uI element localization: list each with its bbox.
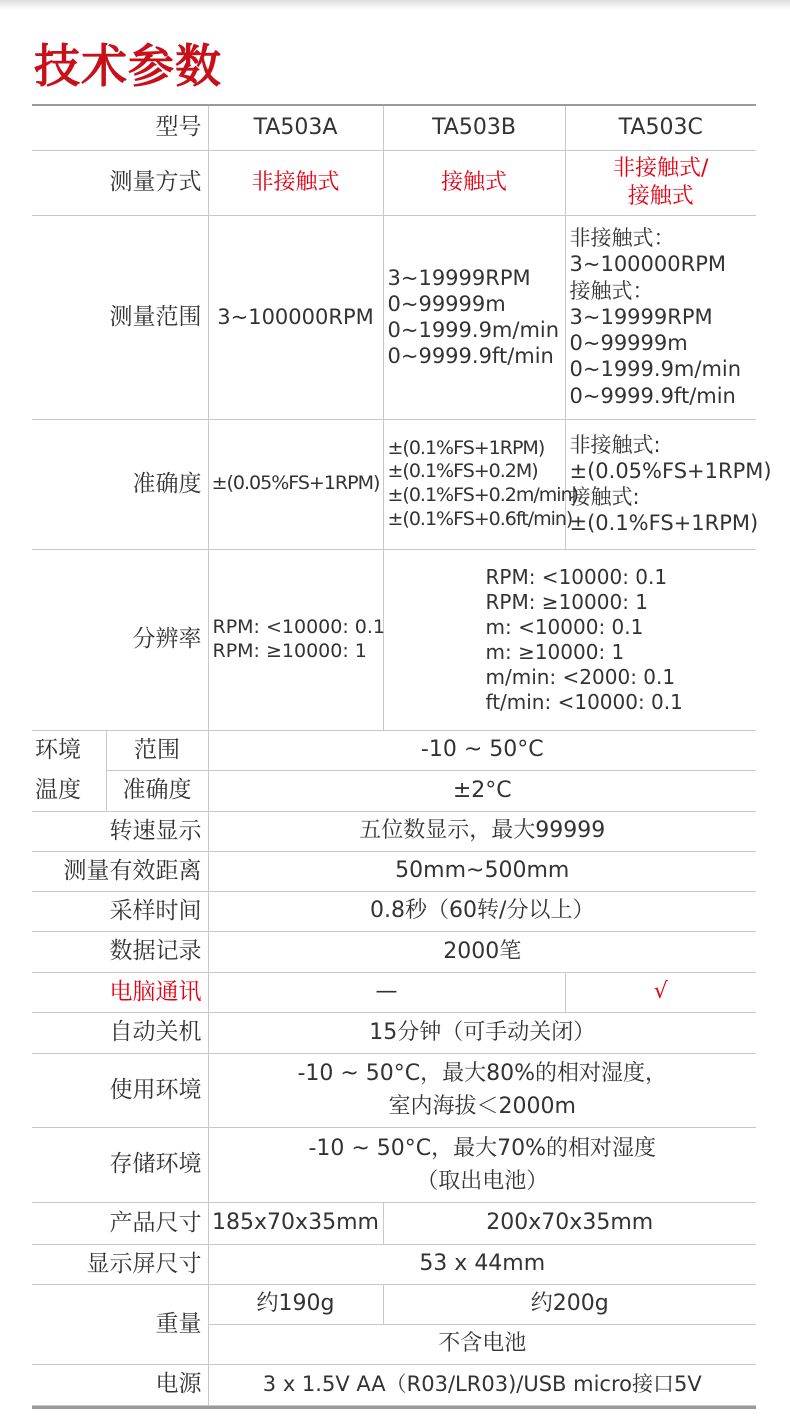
row-sampling [32,891,756,931]
row-power [32,1364,756,1405]
method-label: 测量方式 [32,150,208,215]
env-group-top: 环境 [32,730,106,770]
speed-display-value: 五位数显示，最大99999 [208,811,756,851]
model-c: TA503C [565,106,756,150]
weight-a: 约190g [208,1284,383,1324]
accuracy-b-line: ±(0.1%FS+0.6ft/min) [387,507,573,530]
weight-note: 不含电池 [208,1324,756,1364]
range-b-line: 0~1999.9m/min [387,318,560,342]
storage-env-line: （取出电池） [416,1168,549,1194]
range-a: 3~100000RPM [208,215,383,419]
row-auto-off [32,1012,756,1053]
storage-env-line: -10 ~ 50°C，最大70%的相对湿度 [308,1135,657,1161]
range-c-line: 接触式： [569,278,654,303]
range-label: 测量范围 [32,215,208,419]
resolution-a [208,549,386,730]
weight-bc: 约200g [383,1284,756,1324]
use-env-line: -10 ~ 50°C，最大80%的相对湿度， [297,1061,668,1086]
distance-value: 50mm~500mm [208,851,756,891]
spec-table [32,106,772,1406]
resolution-bc-line: m/min: <2000: 0.1 [485,664,676,689]
range-c-line: 3~19999RPM [569,304,713,329]
row-screen [32,1244,756,1284]
power-label: 电源 [32,1364,208,1405]
env-range-value: -10 ~ 50°C [208,730,756,770]
accuracy-c-line: 接触式: [569,485,640,509]
top-shadow [0,0,790,10]
env-accuracy-value: ±2°C [208,770,756,811]
model-a: TA503A [208,106,383,150]
range-b-line: 3~19999RPM [387,265,531,290]
range-b-line: 0~9999.9ft/min [387,344,554,369]
resolution-bc-line: m: <10000: 0.1 [485,614,644,639]
power-value: 3 x 1.5V AA（R03/LR03)/USB micro接口5V [208,1364,756,1405]
resolution-a-line: RPM: <10000: 0.1 [212,615,386,638]
row-resolution [32,549,756,730]
resolution-bc-line: ft/min: <10000: 0.1 [485,689,683,714]
accuracy-b-line: ±(0.1%FS+0.2m/min) [387,484,579,506]
sampling-label: 采样时间 [32,891,208,931]
accuracy-label: 准确度 [32,419,208,549]
auto-off-label: 自动关机 [32,1012,208,1053]
row-range [32,215,756,419]
pc-comm-ab: — [208,972,565,1012]
range-c-line: 3~100000RPM [569,252,726,277]
storage-env-label: 存储环境 [32,1127,208,1202]
method-a: 非接触式 [208,150,383,215]
screen-value: 53 x 44mm [208,1244,756,1284]
env-accuracy-label: 准确度 [106,770,208,811]
auto-off-value: 15分钟（可手动关闭） [208,1012,756,1053]
speed-display-label: 转速显示 [32,811,208,851]
row-model [32,106,756,150]
method-c-line: 接触式 [627,183,694,209]
resolution-bc [383,549,756,730]
accuracy-c-line: 非接触式: [569,432,661,457]
size-label: 产品尺寸 [32,1202,208,1244]
records-label: 数据记录 [32,931,208,972]
resolution-bc-line: m: ≥10000: 1 [485,639,625,664]
row-records [32,931,756,972]
range-c-line: 0~1999.9m/min [569,357,742,382]
accuracy-a: ±(0.05%FS+1RPM) [208,419,383,549]
distance-label: 测量有效距离 [32,851,208,891]
size-bc: 200x70x35mm [383,1202,756,1244]
row-env-range [32,730,756,770]
use-env-label: 使用环境 [32,1053,208,1127]
row-weight [32,1284,756,1324]
accuracy-c-line: ±(0.1%FS+1RPM) [569,511,759,536]
range-b [383,215,565,419]
row-pc-comm [32,972,756,1012]
row-use-env [32,1053,756,1127]
env-range-label: 范围 [106,730,208,770]
accuracy-b-line: ±(0.1%FS+1RPM) [387,436,545,459]
resolution-label: 分辨率 [32,549,208,730]
row-speed-display [32,811,756,851]
range-c [565,215,756,419]
row-env-accuracy [32,770,756,811]
row-distance [32,851,756,891]
weight-label: 重量 [32,1284,208,1364]
accuracy-c-line: ±(0.05%FS+1RPM) [569,458,772,483]
range-c-line: 0~9999.9ft/min [569,383,736,408]
env-group-bottom: 温度 [32,770,106,811]
model-label: 型号 [32,106,208,150]
pc-comm-label: 电脑通讯 [32,972,208,1012]
row-storage-env [32,1127,756,1202]
method-b: 接触式 [383,150,565,215]
use-env-line: 室内海拔＜2000m [388,1094,576,1119]
use-env-value [208,1053,756,1127]
accuracy-b [383,419,579,549]
records-value: 2000笔 [208,931,756,972]
method-c [565,150,756,215]
range-c-line: 非接触式： [569,226,675,251]
bottom-divider [32,1406,756,1409]
accuracy-c [565,419,772,549]
page-title: 技术参数 [34,39,222,93]
size-a: 185x70x35mm [208,1202,383,1244]
range-c-line: 0~99999m [569,331,688,356]
model-b: TA503B [383,106,565,150]
pc-comm-c: √ [565,972,756,1012]
resolution-bc-line: RPM: ≥10000: 1 [485,589,649,614]
row-method [32,150,756,215]
method-c-line: 非接触式/ [613,156,709,181]
row-size [32,1202,756,1244]
range-b-line: 0~99999m [387,291,506,316]
resolution-bc-line: RPM: <10000: 0.1 [485,564,668,589]
accuracy-b-line: ±(0.1%FS+0.2M) [387,460,538,483]
row-accuracy [32,419,756,549]
sampling-value: 0.8秒（60转/分以上） [208,891,756,931]
screen-label: 显示屏尺寸 [32,1244,208,1284]
resolution-a-line: RPM: ≥10000: 1 [212,639,367,662]
storage-env-value [208,1127,756,1202]
